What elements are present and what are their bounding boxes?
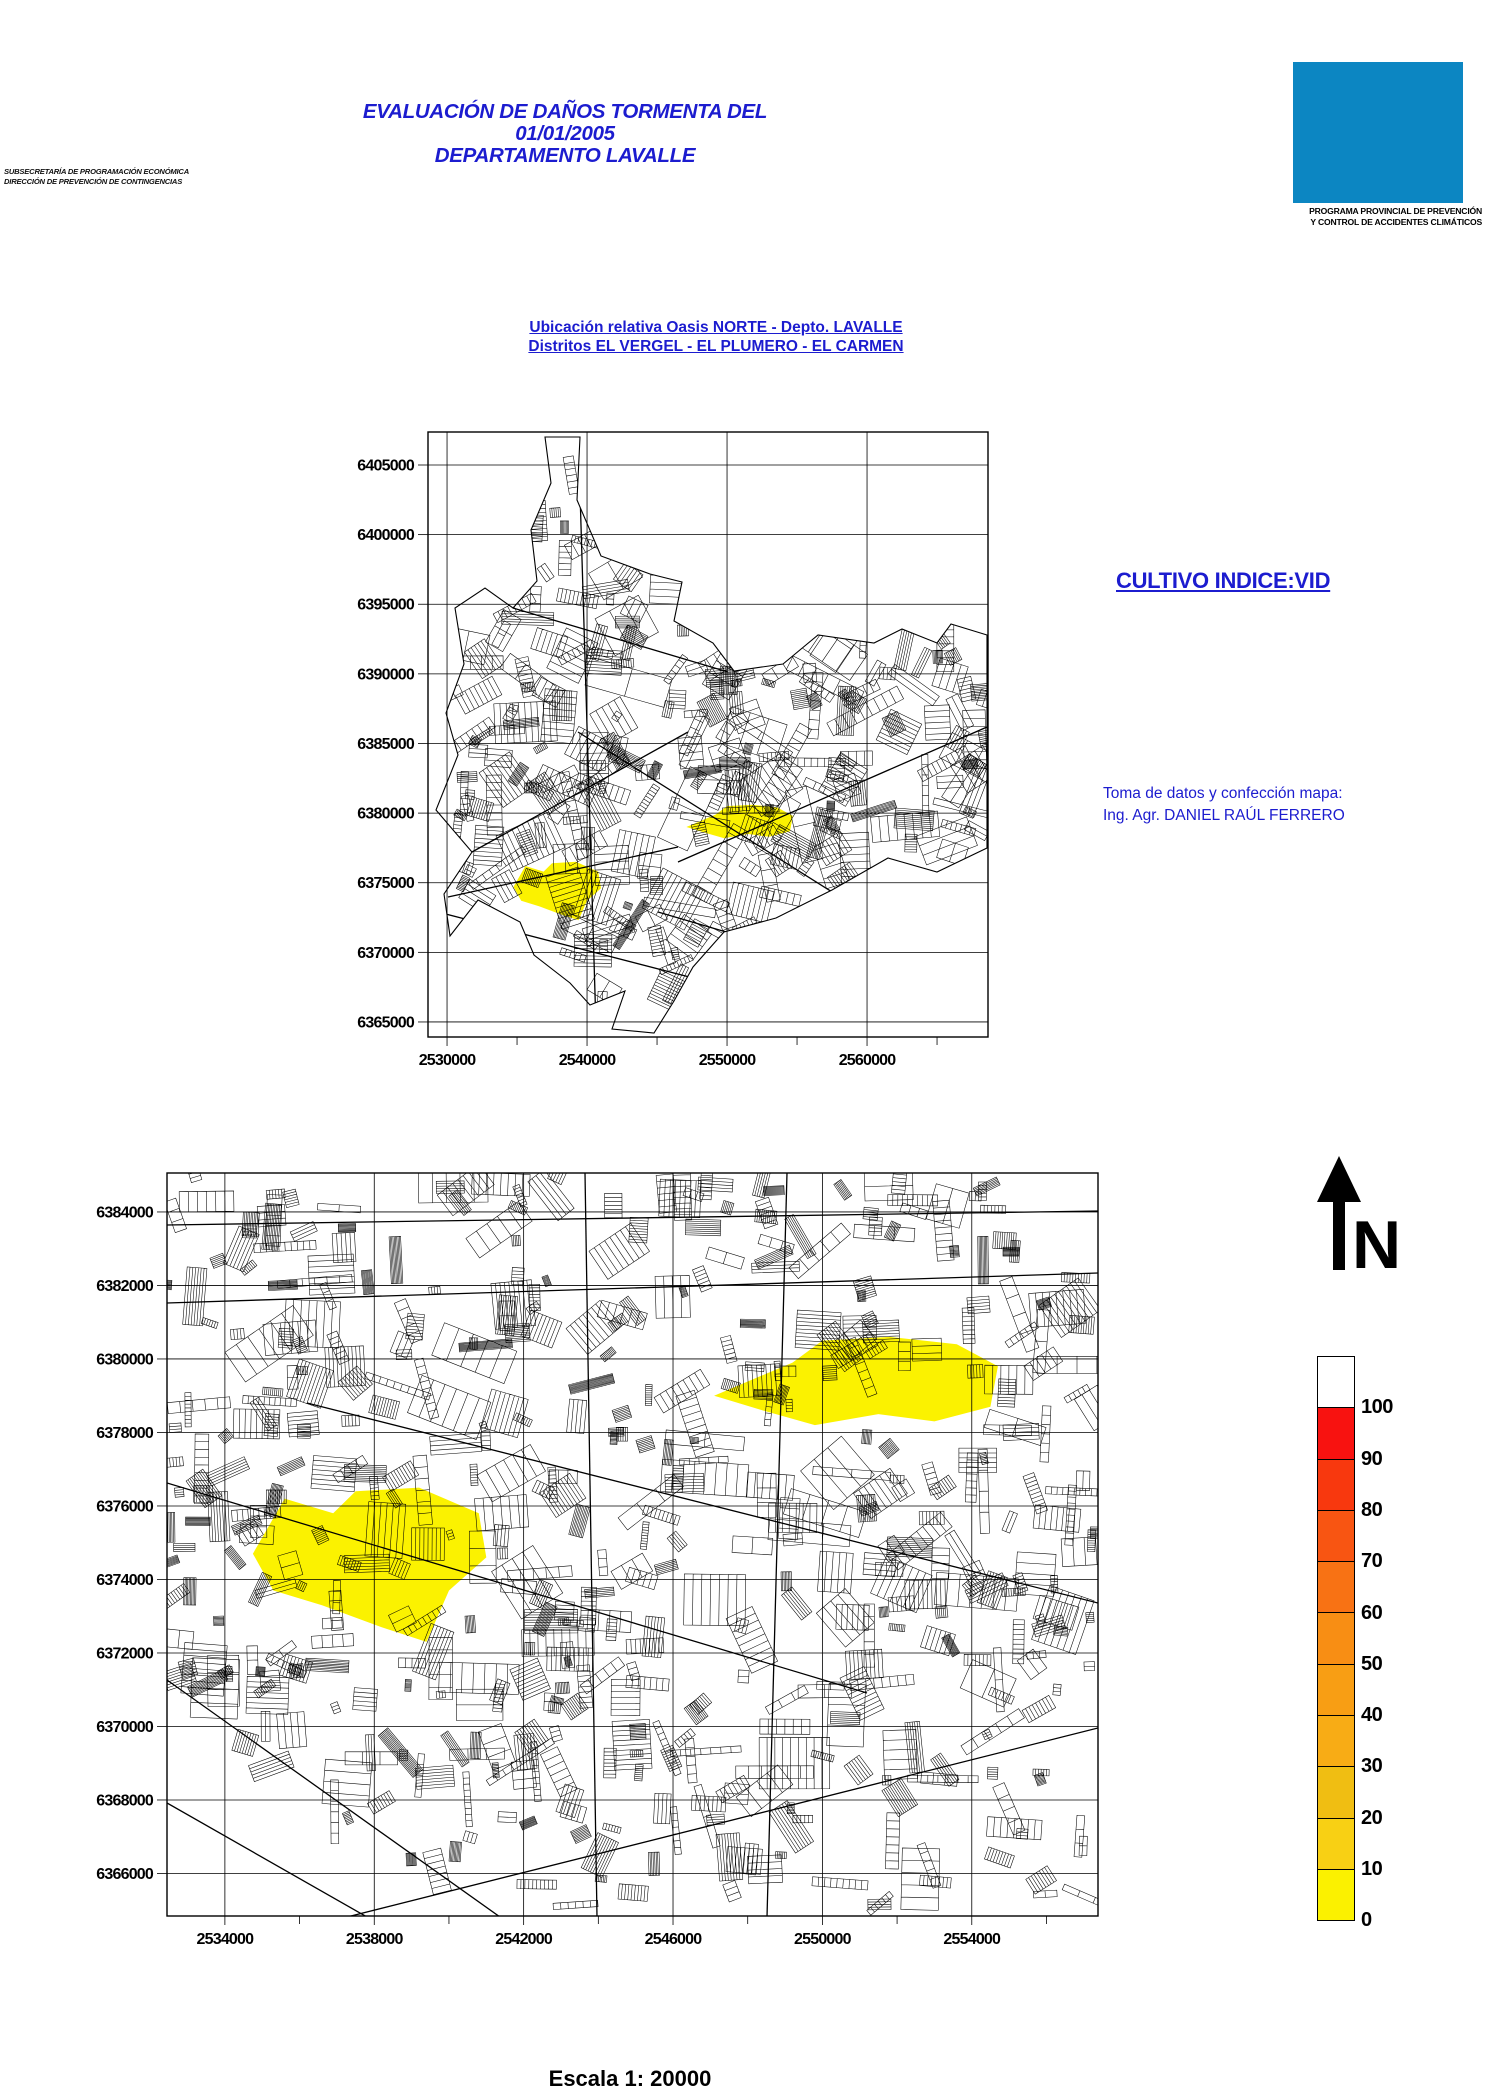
legend-segment — [1318, 1766, 1354, 1817]
legend-tick-label: 10 — [1361, 1858, 1383, 1880]
coordinate-grid — [418, 432, 988, 1046]
x-tick-label: 2540000 — [558, 1052, 616, 1069]
x-tick-label: 2554000 — [943, 1931, 1001, 1948]
y-tick-label: 6366000 — [96, 1865, 153, 1883]
x-tick-label: 2542000 — [495, 1931, 552, 1948]
legend-tick-label: 0 — [1361, 1909, 1372, 1932]
oasis-boundary — [436, 437, 987, 1033]
legend-segment — [1318, 1561, 1354, 1612]
y-tick-label: 6405000 — [357, 457, 414, 475]
org-line2: DIRECCIÓN DE PREVENCIÓN DE CONTINGENCIAS — [4, 177, 183, 186]
x-tick-label: 2550000 — [794, 1931, 851, 1948]
subtitle-line2: Distritos EL VERGEL - EL PLUMERO - EL CARMEN — [528, 338, 904, 355]
y-tick-label: 6382000 — [96, 1277, 153, 1295]
legend-tick-label: 80 — [1361, 1498, 1383, 1521]
logo-caption-line2: Y CONTROL DE ACCIDENTES CLIMÁTICOS — [1310, 217, 1482, 227]
y-tick-label: 6376000 — [96, 1498, 153, 1516]
y-tick-label: 6372000 — [96, 1645, 153, 1663]
legend-tick-label: 90 — [1361, 1447, 1383, 1470]
x-tick-label: 2538000 — [345, 1931, 403, 1948]
y-tick-label: 6375000 — [357, 875, 414, 893]
damage-zones — [253, 1337, 998, 1642]
legend-bar — [1317, 1356, 1355, 1921]
legend-tick-label: 40 — [1361, 1704, 1383, 1727]
legend-tick-label: 60 — [1361, 1601, 1383, 1624]
legend-segment — [1318, 1357, 1354, 1407]
legend-segment — [1318, 1818, 1354, 1869]
legend-segment — [1318, 1407, 1354, 1458]
x-tick-label: 2530000 — [418, 1052, 476, 1069]
damage-zones — [514, 805, 793, 921]
logo-caption-line1: PROGRAMA PROVINCIAL DE PREVENCIÓN — [1309, 206, 1482, 216]
subtitle-line1: Ubicación relativa Oasis NORTE - Depto. LAVALLE — [529, 319, 903, 336]
y-tick-label: 6370000 — [96, 1718, 153, 1736]
y-tick-label: 6378000 — [96, 1424, 153, 1442]
y-tick-label: 6395000 — [357, 596, 414, 614]
y-tick-label: 6380000 — [96, 1351, 153, 1369]
damage-zone-east-el-carmen — [714, 1337, 998, 1425]
org-subtitle — [4, 167, 224, 187]
credit-line2: Ing. Agr. DANIEL RAÚL FERRERO — [1103, 807, 1345, 824]
y-tick-label: 6384000 — [96, 1204, 153, 1222]
legend-tick-label: 50 — [1361, 1652, 1383, 1675]
parcel-mesh — [438, 456, 1014, 1027]
org-line1: SUBSECRETARÍA DE PROGRAMACIÓN ECONÓMICA — [4, 167, 190, 176]
y-tick-label: 6385000 — [357, 735, 414, 753]
north-label: N — [1352, 1207, 1402, 1278]
program-logo-caption — [1182, 206, 1482, 228]
legend-tick-label: 20 — [1361, 1806, 1383, 1829]
crop-index-label: CULTIVO INDICE:VID — [1116, 568, 1331, 593]
map-subtitle — [466, 318, 966, 356]
legend-segment — [1318, 1664, 1354, 1715]
map-overview-oasis-norte — [357, 432, 988, 1069]
y-tick-label: 6368000 — [96, 1792, 153, 1810]
map-detail-districts — [96, 1173, 1098, 1948]
legend-segment — [1318, 1715, 1354, 1766]
y-tick-label: 6374000 — [96, 1571, 153, 1589]
x-tick-label: 2534000 — [196, 1931, 254, 1948]
scale-label: Escala 1: 20000 — [548, 2066, 712, 2091]
legend-segment — [1318, 1510, 1354, 1561]
north-arrow-head — [1317, 1156, 1361, 1202]
credit-line1: Toma de datos y confección mapa: — [1103, 785, 1343, 802]
damage-zone-west-el-vergel — [253, 1488, 486, 1642]
legend-segment — [1318, 1612, 1354, 1663]
legend-segment — [1318, 1869, 1354, 1920]
north-arrow-shaft — [1333, 1196, 1345, 1270]
y-tick-label: 6365000 — [357, 1014, 414, 1032]
page-title — [315, 101, 815, 167]
x-tick-label: 2546000 — [644, 1931, 702, 1948]
x-tick-label: 2550000 — [698, 1052, 756, 1069]
title-line1: EVALUACIÓN DE DAÑOS TORMENTA DEL 01/01/2005 — [362, 100, 768, 145]
x-tick-label: 2560000 — [838, 1052, 896, 1069]
legend-tick-label: 70 — [1361, 1550, 1383, 1573]
y-tick-label: 6400000 — [357, 527, 414, 545]
legend-tick-label: 30 — [1361, 1755, 1383, 1778]
legend-tick-label: 100 — [1361, 1396, 1393, 1419]
y-tick-label: 6370000 — [357, 944, 414, 962]
program-logo — [1293, 62, 1463, 203]
legend-labels — [1361, 1356, 1421, 1932]
credit-block — [1103, 783, 1345, 827]
legend-segment — [1318, 1459, 1354, 1510]
y-tick-label: 6390000 — [357, 666, 414, 684]
north-arrow — [1290, 1148, 1440, 1278]
y-tick-label: 6380000 — [357, 805, 414, 823]
title-line2: DEPARTAMENTO LAVALLE — [434, 144, 696, 167]
